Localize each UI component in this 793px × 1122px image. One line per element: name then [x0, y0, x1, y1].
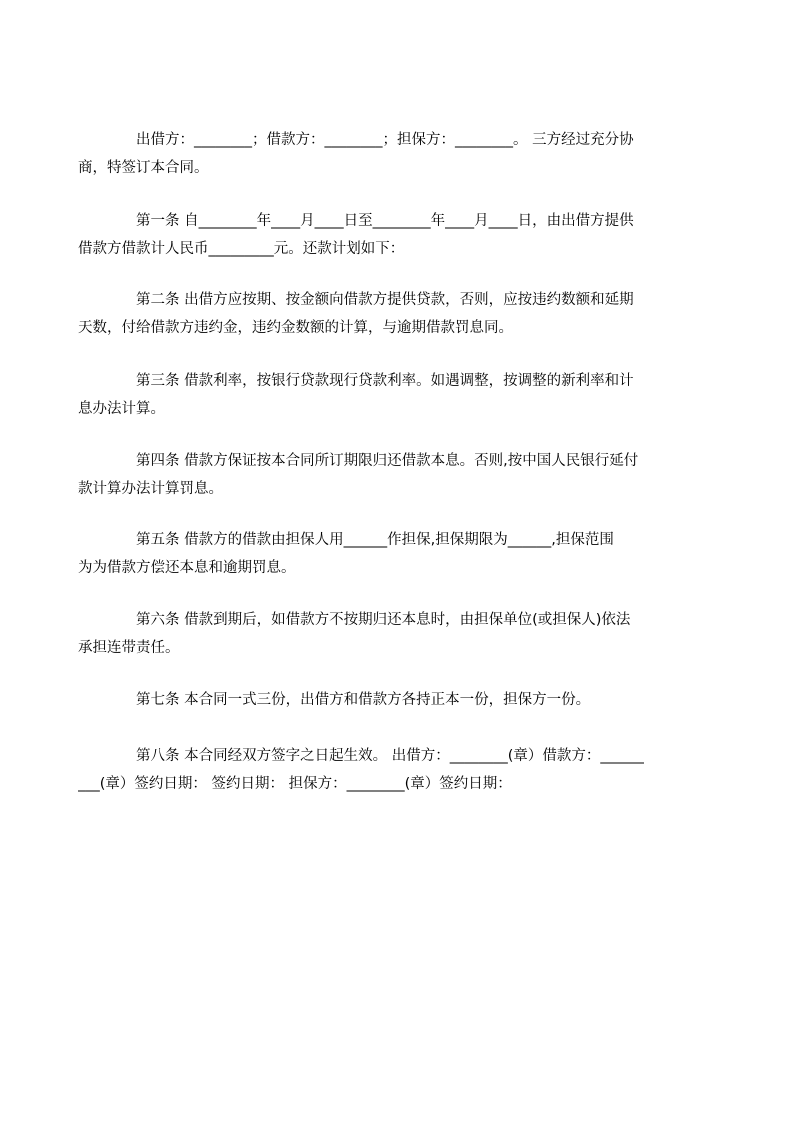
article-5 — [78, 526, 701, 582]
article-5-line-2: 为为借款方偿还本息和逾期罚息。 — [78, 560, 296, 576]
article-8-line-1: 第八条 本合同经双方签字之日起生效。 出借方：________(章）借款方：______ — [136, 748, 644, 764]
article-8-line-2: ___(章）签约日期： 签约日期： 担保方：________(章）签约日期： — [78, 776, 512, 792]
article-1-line-1: 第一条 自________年____月____日至________年____月____日，由出借方提供 — [136, 213, 634, 229]
article-7-line-1: 第七条 本合同一式三份，出借方和借款方各持正本一份，担保方一份。 — [136, 692, 591, 708]
article-6-line-2: 承担连带责任。 — [78, 640, 180, 656]
article-8 — [78, 742, 701, 798]
article-2-line-1: 第二条 出借方应按期、按金额向借款方提供贷款，否则，应按违约数额和延期 — [136, 292, 634, 308]
article-3 — [78, 367, 701, 423]
article-4-line-2: 款计算办法计算罚息。 — [78, 481, 223, 497]
article-3-line-2: 息办法计算。 — [78, 401, 165, 417]
article-5-line-1: 第五条 借款方的借款由担保人用______作担保,担保期限为______,担保范围 — [136, 532, 614, 548]
preamble-line-2: 商，特签订本合同。 — [78, 160, 209, 176]
article-2-line-2: 天数，付给借款方违约金，违约金数额的计算，与逾期借款罚息同。 — [78, 320, 513, 336]
article-7 — [136, 686, 701, 714]
article-6-line-1: 第六条 借款到期后，如借款方不按期归还本息时，由担保单位(或担保人)依法 — [136, 612, 631, 628]
contract-preamble — [78, 126, 701, 182]
article-1-line-2: 借款方借款计人民币_________元。还款计划如下： — [78, 241, 405, 257]
article-1 — [78, 207, 701, 263]
article-2 — [78, 286, 701, 342]
preamble-line-1: 出借方：________；借款方：________；担保方：________。 三方经过充分协 — [136, 132, 634, 148]
article-3-line-1: 第三条 借款利率，按银行贷款现行贷款利率。如遇调整，按调整的新利率和计 — [136, 373, 634, 389]
article-4-line-1: 第四条 借款方保证按本合同所订期限归还借款本息。否则,按中国人民银行延付 — [136, 453, 639, 469]
article-6 — [78, 606, 701, 662]
article-4 — [78, 447, 701, 503]
